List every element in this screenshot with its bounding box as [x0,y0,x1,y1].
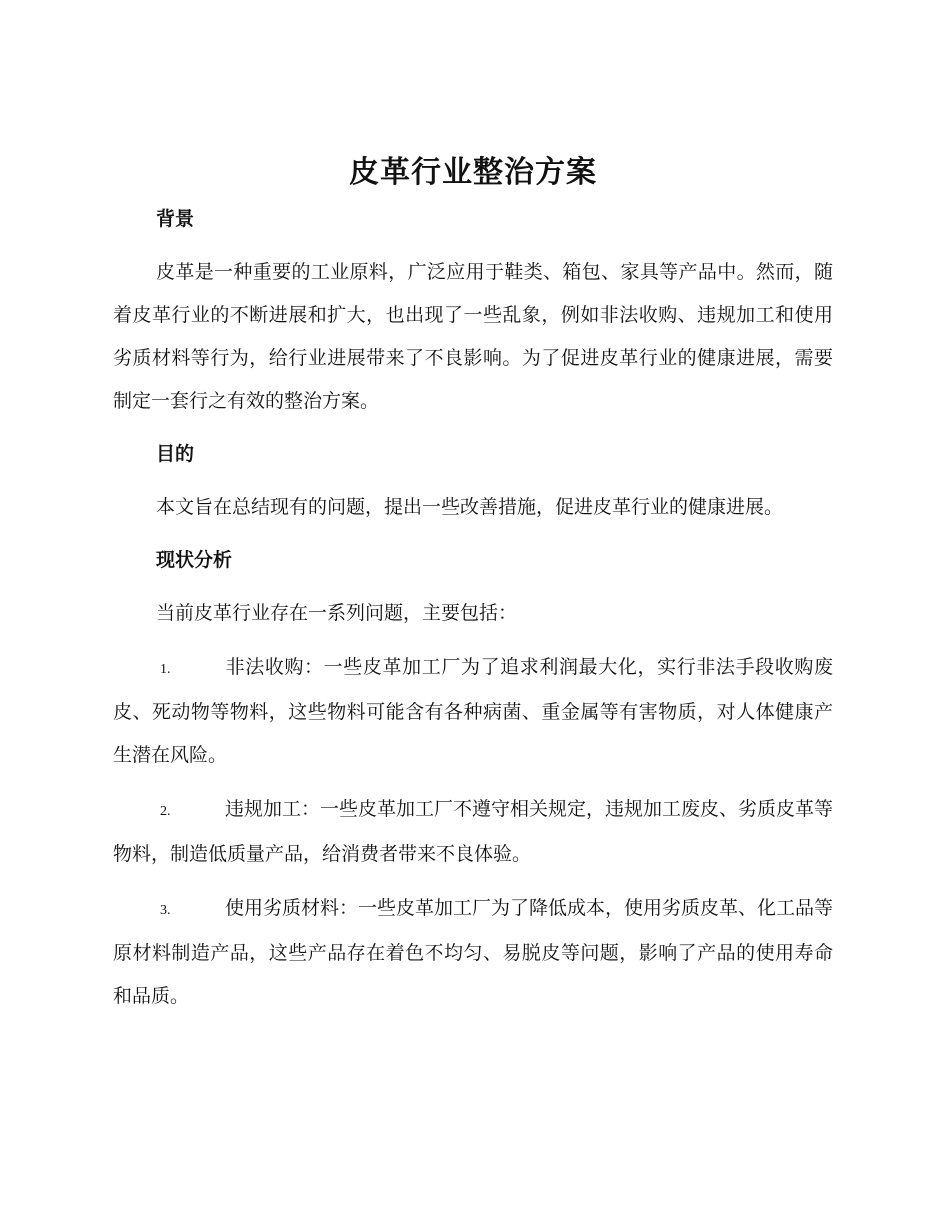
list-item-text: 违规加工：一些皮革加工厂不遵守相关规定，违规加工废皮、劣质皮革等物料，制造低质量产品，给消费者带来不良体验。 [113,798,834,865]
list-item-number: 3. [160,903,171,918]
document-body [113,150,833,1018]
list-item-text: 非法收购：一些皮革加工厂为了追求利润最大化，实行非法手段收购废皮、死动物等物料，这些物料可能含有各种病菌、重金属等有害物质，对人体健康产生潜在风险。 [113,656,833,766]
background-paragraph: 皮革是一种重要的工业原料，广泛应用于鞋类、箱包、家具等产品中。然而，随着皮革行业的不断进展和扩大，也出现了一些乱象，例如非法收购、违规加工和使用劣质材料等行为，给行业进展带来了不良影响。为了促进皮革行业的健康进展，需要制定一套行之有效的整治方案。 [113,261,833,412]
section-heading-background: 背景 [156,208,195,230]
section-heading-analysis: 现状分析 [156,549,233,571]
section-heading-purpose: 目的 [156,443,195,465]
list-item [113,788,833,876]
list-item-text: 使用劣质材料：一些皮革加工厂为了降低成本，使用劣质皮革、化工品等原材料制造产品，这些产品存在着色不均匀、易脱皮等问题，影响了产品的使用寿命和品质。 [113,897,834,1007]
list-item [113,646,833,777]
document-title: 皮革行业整治方案 [349,155,597,190]
analysis-intro: 当前皮革行业存在一系列问题，主要包括： [156,602,518,624]
list-item [113,887,833,1018]
list-item-number: 2. [160,804,171,819]
purpose-paragraph: 本文旨在总结现有的问题，提出一些改善措施，促进皮革行业的健康进展。 [156,496,784,518]
list-item-number: 1. [160,662,171,677]
